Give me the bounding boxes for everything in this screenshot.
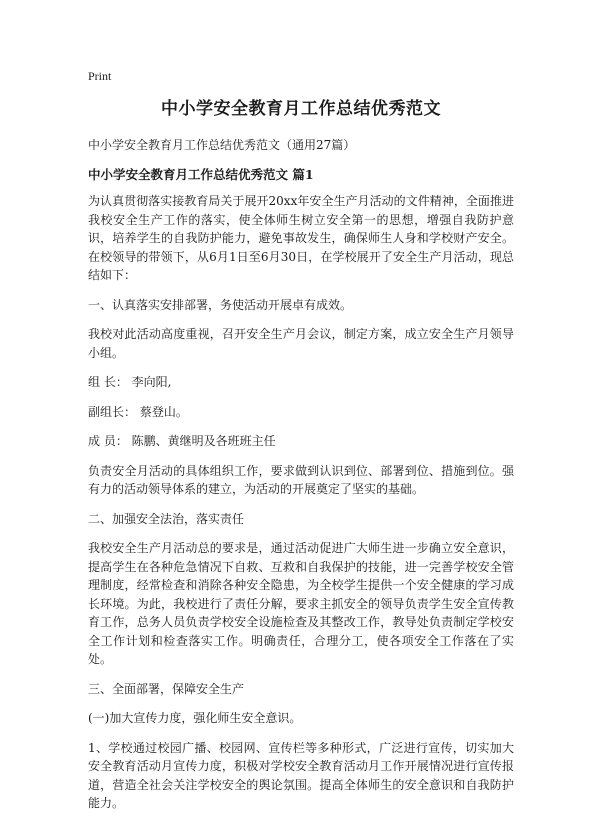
- paragraph-publicity: 1、学校通过校园广播、校园网、宣传栏等多种形式，广泛进行宣传，切实加大安全教育活动月宣传力度，积极对学校安全教育活动月工作开展情况进行宣传报道，营造全社会关注学校安全的舆论氛围。提高全体师生的安全意识和自我防护能力。: [88, 740, 514, 810]
- paragraph-subheading-1: (一)加大宣传力度，强化师生安全意识。: [88, 711, 302, 725]
- paragraph-members: 成 员： 陈鹏、黄继明及各班班主任: [88, 434, 276, 448]
- paragraph-deputy-leader: 副组长： 蔡登山。: [88, 404, 188, 419]
- section-heading: 中小学安全教育月工作总结优秀范文 篇1: [88, 167, 314, 182]
- document-page: [88, 68, 514, 824]
- paragraph-heading-1: 一、认真落实安排部署，务使活动开展卓有成效。: [88, 297, 353, 312]
- document-title: 中小学安全教育月工作总结优秀范文: [161, 99, 441, 119]
- paragraph-intro: 为认真贯彻落实接教育局关于展开20xx年安全生产月活动的文件精神，全面推进我校安全生产工作的落实，使全体师生树立安全第一的思想，增强自我防护意识，培养学生的自我防护能力，避免事故发生，确保师生人身和学校财产安全。在校领导的带领下，从6月1日至6月30日，在学校展开了安全生产月活动，现总结如下：: [88, 194, 514, 282]
- paragraph-leader: 组 长： 李向阳,: [88, 375, 172, 389]
- print-link[interactable]: Print: [88, 69, 112, 83]
- paragraph-requirements: 我校安全生产月活动总的要求是，通过活动促进广大师生进一步确立安全意识，提高学生在各种危急情况下自救、互救和自我保护的技能，进一完善学校安全管理制度，经常检查和消除各种安全隐患，为全校学生提供一个安全健康的学习成长环境。为此，我校进行了责任分解，要求主抓安全的领导负责学生安全宣传教育工作，总务人员负责学校安全设施检查及其整改工作，教导处负责制定学校安全工作计划和检查落实工作。明确责任，合理分工，使各项安全工作落在了实处。: [88, 541, 514, 666]
- paragraph-heading-3: 三、全面部署，保障安全生产: [88, 681, 245, 696]
- paragraph-responsibility: 负责安全月活动的具体组织工作，要求做到认识到位、部署到位、措施到位。强有力的活动领导体系的建立，为活动的开展奠定了坚实的基础。: [88, 463, 514, 496]
- paragraph-heading-2: 二、加强安全法治，落实责任: [88, 511, 245, 526]
- document-subtitle: 中小学安全教育月工作总结优秀范文（通用27篇）: [88, 138, 356, 152]
- paragraph-leadership: 我校对此活动高度重视，召开安全生产月会议，制定方案，成立安全生产月领导小组。: [88, 327, 514, 360]
